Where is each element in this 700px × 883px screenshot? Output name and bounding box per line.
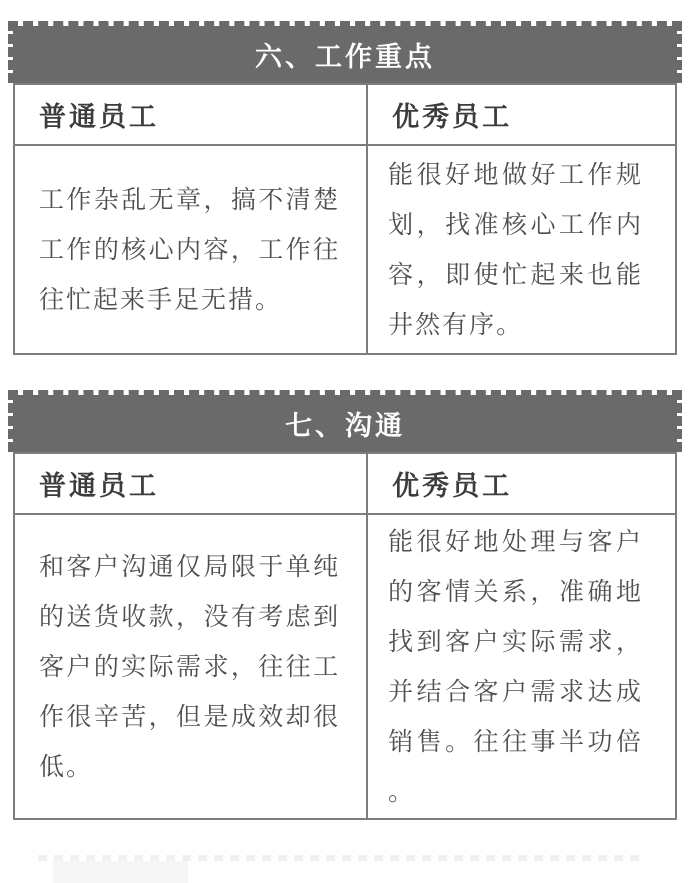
cell-excellent-employee xyxy=(368,515,675,818)
column-header-excellent-employee: 优秀员工 xyxy=(368,454,675,515)
cell-text-ordinary: 和客户沟通仅局限于单纯的送货收款，没有考虑到客户的实际需求，往往工作很辛苦，但是成效却很低。 xyxy=(39,552,341,781)
faint-smudge xyxy=(53,861,188,883)
section-title: 六、工作重点 xyxy=(255,42,435,72)
cell-ordinary-employee xyxy=(15,515,368,818)
cell-text-excellent: 能很好地做好工作规划，找准核心工作内容，即使忙起来也能井然有序。 xyxy=(388,160,643,339)
comparison-table-work-focus xyxy=(13,83,677,355)
section-header-work-focus xyxy=(8,21,682,83)
section-communication xyxy=(13,390,677,820)
page xyxy=(13,0,677,883)
section-work-focus xyxy=(13,21,677,355)
column-header-ordinary-employee: 普通员工 xyxy=(15,85,368,146)
cell-ordinary-employee xyxy=(15,146,368,353)
cell-text-excellent: 能很好地处理与客户的客情关系，准确地找到客户实际需求，并结合客户需求达成销售。往往事半功倍。 xyxy=(388,527,643,806)
column-header-excellent-employee: 优秀员工 xyxy=(368,85,675,146)
column-header-ordinary-employee: 普通员工 xyxy=(15,454,368,515)
section-title: 七、沟通 xyxy=(285,411,405,441)
cell-excellent-employee xyxy=(368,146,675,353)
section-header-communication xyxy=(8,390,682,452)
comparison-table-communication xyxy=(13,452,677,820)
cropped-next-section-artifact xyxy=(8,855,682,883)
cell-text-ordinary: 工作杂乱无章，搞不清楚工作的核心内容，工作往往忙起来手足无措。 xyxy=(39,185,341,314)
